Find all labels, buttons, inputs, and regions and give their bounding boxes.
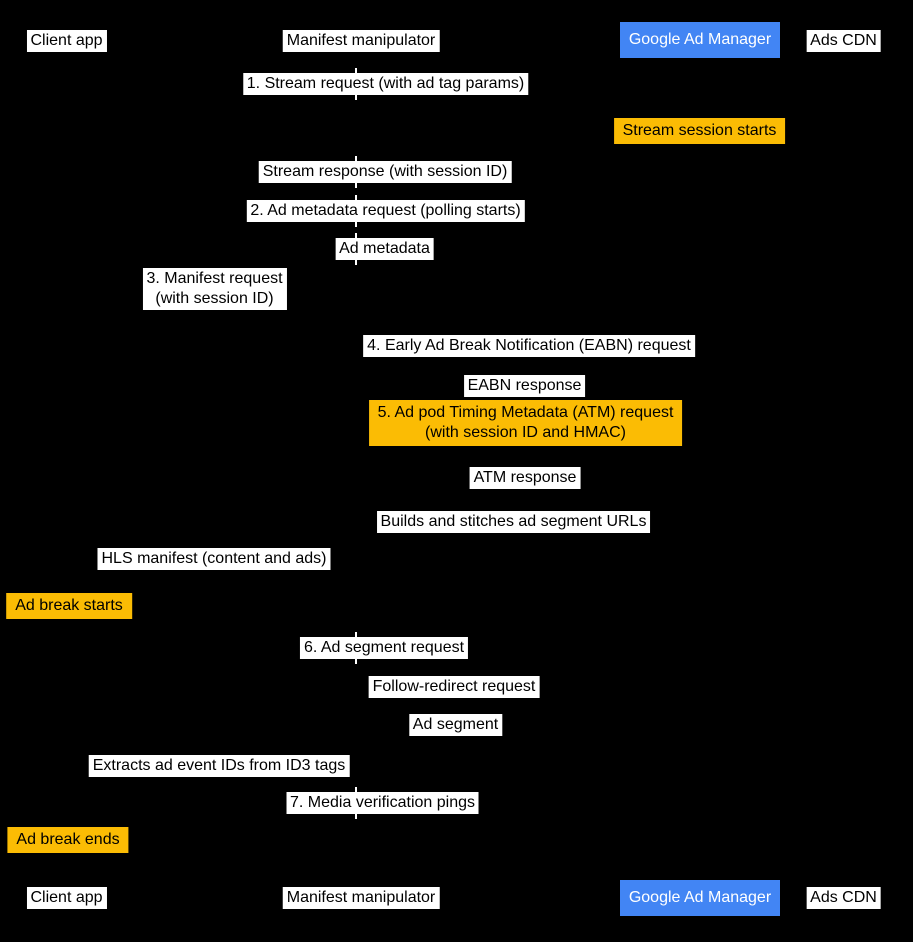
participant-label: Google Ad Manager <box>628 31 772 48</box>
msg-2-ad-metadata-request <box>246 200 524 222</box>
lifeline-tick <box>355 156 357 161</box>
msg-ad-segment-line-1: Ad segment <box>412 716 499 733</box>
msg-5-atm-request <box>369 400 683 446</box>
participant-label: Manifest manipulator <box>286 32 436 49</box>
action-builds-and-stitches <box>377 511 651 533</box>
note-stream-session-starts <box>614 118 786 144</box>
msg-1-stream-request-line-1: 1. Stream request (with ad tag params) <box>246 75 525 92</box>
msg-6-ad-segment-request <box>300 637 468 659</box>
lifeline-tick <box>355 222 357 227</box>
participant-ads-cdn-top <box>806 30 881 52</box>
participant-label: Ads CDN <box>810 889 877 906</box>
msg-7-media-verification-pings <box>286 792 479 814</box>
msg-7-media-verification-pings-line-1: 7. Media verification pings <box>290 794 475 811</box>
msg-5-atm-request-line-2: (with session ID and HMAC) <box>425 424 626 441</box>
participant-ads-cdn-bottom <box>806 887 881 909</box>
msg-ad-segment <box>409 714 502 736</box>
action-extracts-id3-line-1: Extracts ad event IDs from ID3 tags <box>92 757 346 774</box>
lifeline-tick <box>355 68 357 73</box>
participant-label: Ads CDN <box>810 32 877 49</box>
participant-client-app-bottom <box>26 887 106 909</box>
msg-6-ad-segment-request-line-1: 6. Ad segment request <box>303 639 465 656</box>
lifeline-tick <box>355 183 357 188</box>
msg-3-manifest-request <box>142 268 286 310</box>
participant-label: Manifest manipulator <box>286 889 436 906</box>
msg-eabn-response-line-1: EABN response <box>467 377 582 394</box>
participant-google-ad-manager-bottom <box>620 880 780 916</box>
participant-label: Client app <box>30 32 103 49</box>
lifeline-tick <box>355 195 357 200</box>
msg-stream-response <box>259 161 512 183</box>
participant-google-ad-manager-top <box>620 22 780 58</box>
msg-3-manifest-request-line-2: (with session ID) <box>155 290 274 307</box>
note-stream-session-starts-line-1: Stream session starts <box>622 122 777 139</box>
participant-manifest-manipulator-bottom <box>283 887 440 909</box>
msg-3-manifest-request-line-1: 3. Manifest request <box>146 270 283 287</box>
msg-2-ad-metadata-request-line-1: 2. Ad metadata request (polling starts) <box>250 202 521 219</box>
note-ad-break-ends-line-1: Ad break ends <box>16 831 120 848</box>
participant-client-app-top <box>26 30 106 52</box>
note-ad-break-starts-line-1: Ad break starts <box>15 597 123 614</box>
msg-atm-response <box>470 467 581 489</box>
lifeline-tick <box>355 260 357 265</box>
msg-4-eabn-request <box>363 335 695 357</box>
msg-follow-redirect-request <box>369 676 540 698</box>
msg-stream-response-line-1: Stream response (with session ID) <box>262 163 508 180</box>
action-builds-and-stitches-line-1: Builds and stitches ad segment URLs <box>380 513 647 530</box>
participant-label: Google Ad Manager <box>628 889 772 906</box>
msg-4-eabn-request-line-1: 4. Early Ad Break Notification (EABN) request <box>367 337 691 354</box>
lifeline-tick <box>355 95 357 100</box>
lifeline-tick <box>355 632 357 637</box>
lifeline-tick <box>355 659 357 664</box>
note-ad-break-ends <box>7 827 128 853</box>
lifeline-tick <box>355 233 357 238</box>
participant-manifest-manipulator-top <box>283 30 440 52</box>
msg-ad-metadata-line-1: Ad metadata <box>339 240 430 257</box>
msg-eabn-response <box>464 375 586 397</box>
lifeline-tick <box>355 814 357 819</box>
msg-hls-manifest <box>97 548 330 570</box>
msg-ad-metadata <box>335 238 434 260</box>
note-ad-break-starts <box>6 593 132 619</box>
msg-1-stream-request <box>243 73 528 95</box>
action-extracts-id3 <box>89 755 350 777</box>
msg-5-atm-request-line-1: 5. Ad pod Timing Metadata (ATM) request <box>377 404 674 421</box>
msg-hls-manifest-line-1: HLS manifest (content and ads) <box>101 550 327 567</box>
lifeline-tick <box>355 787 357 792</box>
msg-follow-redirect-request-line-1: Follow-redirect request <box>372 678 536 695</box>
msg-atm-response-line-1: ATM response <box>473 469 577 486</box>
participant-label: Client app <box>30 889 103 906</box>
